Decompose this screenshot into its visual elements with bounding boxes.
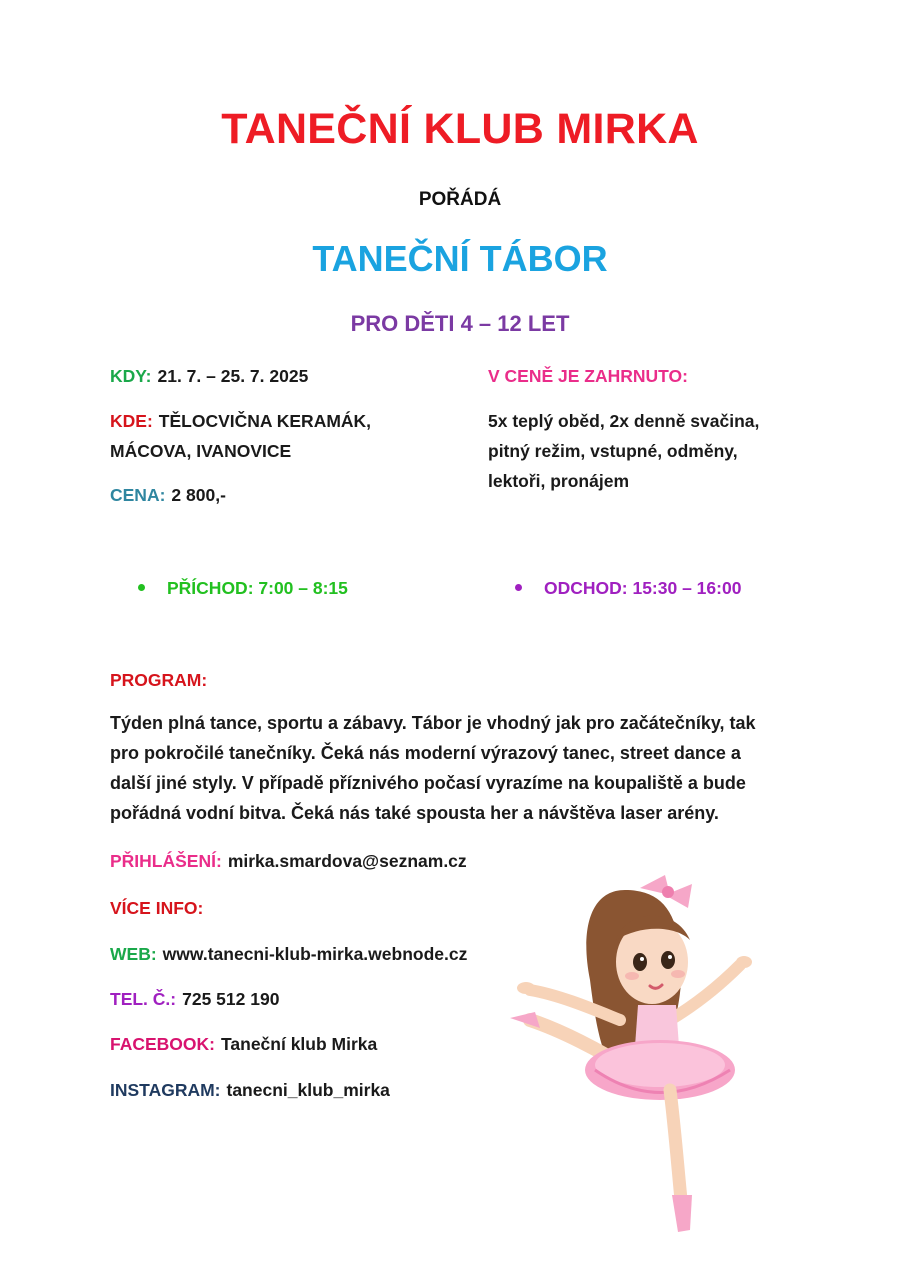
club-title: TANEČNÍ KLUB MIRKA <box>221 105 699 153</box>
included-line-1: 5x teplý oběd, 2x denně svačina, <box>488 411 760 431</box>
included-label <box>488 361 688 391</box>
signup-label: PŘIHLÁŠENÍ: <box>110 851 222 871</box>
when-value: 21. 7. – 25. 7. 2025 <box>157 366 309 386</box>
where-line-2: MÁCOVA, IVANOVICE <box>110 441 292 461</box>
more-info-label: VÍCE INFO: <box>110 898 204 918</box>
program-line-4: pořádná vodní bitva. Čeká nás také spousta her a návštěva laser arény. <box>110 803 719 823</box>
web-link[interactable]: www.tanecni-klub-mirka.webnode.cz <box>162 944 468 964</box>
program-line-1: Týden plná tance, sportu a zábavy. Tábor je vhodný jak pro začátečníky, tak <box>110 713 756 733</box>
included-label-text: V CENĚ JE ZAHRNUTO: <box>488 366 688 386</box>
where-label: KDE: <box>110 411 153 431</box>
signup-email-link[interactable]: mirka.smardova@seznam.cz <box>227 851 467 871</box>
included-list <box>488 406 759 496</box>
bullet-dot <box>515 584 522 591</box>
included-line-3: lektoři, pronájem <box>488 471 630 491</box>
program-label: PROGRAM: <box>110 670 208 690</box>
program-line-3: další jiné styly. V případě příznivého počasí vyrazíme na koupaliště a bude <box>110 773 746 793</box>
departure-text: ODCHOD: 15:30 – 16:00 <box>544 578 742 598</box>
instagram-row <box>110 1075 390 1105</box>
web-label: WEB: <box>110 944 157 964</box>
price-value: 2 800,- <box>171 485 226 505</box>
arrival-bullet <box>138 573 348 603</box>
price-row <box>110 480 226 510</box>
program-description <box>110 708 790 828</box>
web-row <box>110 939 467 969</box>
ballerina-illustration <box>500 870 760 1240</box>
where-line-1: TĚLOCVIČNA KERAMÁK, <box>158 411 372 431</box>
event-title: TANEČNÍ TÁBOR <box>312 238 608 279</box>
where-row <box>110 406 371 466</box>
when-row <box>110 361 308 391</box>
audience-age: PRO DĚTI 4 – 12 LET <box>350 311 570 336</box>
phone-label: TEL. Č.: <box>110 989 177 1009</box>
when-label: KDY: <box>110 366 152 386</box>
organizes-label: POŘÁDÁ <box>418 189 502 210</box>
phone-row <box>110 984 279 1014</box>
arrival-text: PŘÍCHOD: 7:00 – 8:15 <box>167 578 348 598</box>
bullet-dot <box>138 584 145 591</box>
phone-value[interactable]: 725 512 190 <box>182 989 280 1009</box>
included-line-2: pitný režim, vstupné, odměny, <box>488 441 738 461</box>
facebook-value[interactable]: Taneční klub Mirka <box>221 1034 378 1054</box>
instagram-label: INSTAGRAM: <box>110 1080 221 1100</box>
facebook-label: FACEBOOK: <box>110 1034 215 1054</box>
signup-row <box>110 846 467 876</box>
program-line-2: pro pokročilé tanečníky. Čeká nás moderní výrazový tanec, street dance a <box>110 743 741 763</box>
departure-bullet <box>515 573 741 603</box>
facebook-row <box>110 1029 377 1059</box>
instagram-value[interactable]: tanecni_klub_mirka <box>226 1080 390 1100</box>
price-label: CENA: <box>110 485 166 505</box>
